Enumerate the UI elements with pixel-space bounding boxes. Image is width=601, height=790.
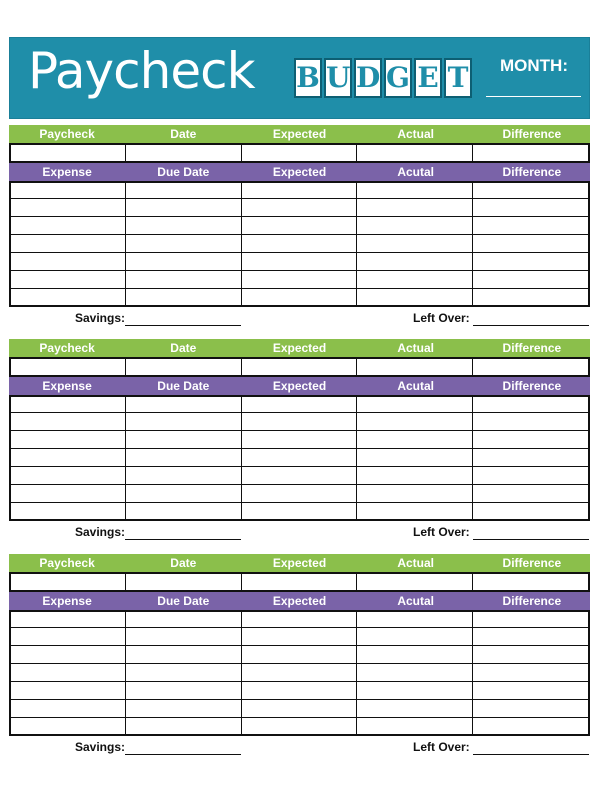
paycheck-header-cell: Expected bbox=[272, 127, 327, 141]
expense-cell[interactable] bbox=[126, 449, 241, 467]
paycheck-entry-cell[interactable] bbox=[126, 145, 241, 163]
expense-cell[interactable] bbox=[126, 628, 241, 646]
savings-input-line[interactable] bbox=[125, 325, 241, 326]
paycheck-entry-row bbox=[9, 572, 590, 592]
expense-cell[interactable] bbox=[473, 718, 588, 736]
paycheck-header-bar bbox=[9, 554, 590, 572]
expense-cell[interactable] bbox=[473, 628, 588, 646]
expense-row bbox=[9, 253, 590, 271]
expense-cell[interactable] bbox=[11, 235, 126, 253]
expense-cell[interactable] bbox=[11, 395, 126, 413]
budget-letter: T bbox=[444, 58, 472, 98]
title-budget bbox=[294, 58, 472, 98]
expense-cell[interactable] bbox=[473, 646, 588, 664]
savings-input-line[interactable] bbox=[125, 539, 241, 540]
expense-cell[interactable] bbox=[11, 646, 126, 664]
expense-cell[interactable] bbox=[357, 628, 472, 646]
expense-cell[interactable] bbox=[473, 289, 588, 307]
paycheck-entry-cell[interactable] bbox=[242, 145, 357, 163]
expense-cell[interactable] bbox=[11, 485, 126, 503]
paycheck-header-cell: Date bbox=[170, 127, 197, 141]
expense-cell[interactable] bbox=[357, 700, 472, 718]
budget-page bbox=[9, 37, 590, 119]
expense-header-cell: Expense bbox=[42, 379, 92, 393]
paycheck-entry-cell[interactable] bbox=[357, 574, 472, 592]
expense-row bbox=[9, 610, 590, 628]
paycheck-header-cell: Date bbox=[170, 556, 197, 570]
expense-cell[interactable] bbox=[357, 181, 472, 199]
expense-cell[interactable] bbox=[11, 718, 126, 736]
expense-cell[interactable] bbox=[357, 253, 472, 271]
expense-cell[interactable] bbox=[473, 485, 588, 503]
expense-cell[interactable] bbox=[11, 628, 126, 646]
expense-header-bar bbox=[9, 592, 590, 610]
expense-header-cell: Due Date bbox=[157, 594, 210, 608]
expense-cell[interactable] bbox=[473, 181, 588, 199]
budget-letter: G bbox=[384, 58, 412, 98]
paycheck-entry-cell[interactable] bbox=[11, 359, 126, 377]
expense-cell[interactable] bbox=[242, 289, 357, 307]
expense-cell[interactable] bbox=[126, 271, 241, 289]
expense-cell[interactable] bbox=[126, 253, 241, 271]
expense-cell[interactable] bbox=[242, 413, 357, 431]
expense-cell[interactable] bbox=[473, 413, 588, 431]
expense-row bbox=[9, 449, 590, 467]
expense-cell[interactable] bbox=[11, 271, 126, 289]
header-banner bbox=[9, 37, 590, 119]
budget-section bbox=[9, 554, 590, 758]
paycheck-entry-cell[interactable] bbox=[357, 145, 472, 163]
expense-cell[interactable] bbox=[126, 646, 241, 664]
expense-header-cell: Due Date bbox=[157, 165, 210, 179]
expense-row bbox=[9, 235, 590, 253]
expense-row bbox=[9, 646, 590, 664]
expense-header-cell: Acutal bbox=[397, 594, 435, 608]
section-footer bbox=[9, 736, 590, 758]
paycheck-entry-cell[interactable] bbox=[11, 574, 126, 592]
expense-cell[interactable] bbox=[242, 253, 357, 271]
expense-cell[interactable] bbox=[126, 610, 241, 628]
paycheck-header-cell: Expected bbox=[272, 341, 327, 355]
leftover-label: Left Over: bbox=[413, 525, 470, 539]
expense-cell[interactable] bbox=[11, 664, 126, 682]
expense-cell[interactable] bbox=[11, 610, 126, 628]
expense-cell[interactable] bbox=[357, 610, 472, 628]
expense-header-bar bbox=[9, 163, 590, 181]
expense-cell[interactable] bbox=[11, 431, 126, 449]
budget-letter: U bbox=[324, 58, 352, 98]
expense-header-cell: Acutal bbox=[397, 165, 435, 179]
expense-cell[interactable] bbox=[11, 682, 126, 700]
paycheck-header-cell: Paycheck bbox=[39, 127, 95, 141]
expense-cell[interactable] bbox=[473, 253, 588, 271]
expense-cell[interactable] bbox=[357, 217, 472, 235]
paycheck-header-cell: Expected bbox=[272, 556, 327, 570]
paycheck-header-cell: Actual bbox=[397, 341, 435, 355]
expense-cell[interactable] bbox=[357, 199, 472, 217]
expense-cell[interactable] bbox=[357, 503, 472, 521]
expense-cell[interactable] bbox=[242, 503, 357, 521]
expense-cell[interactable] bbox=[11, 413, 126, 431]
expense-row bbox=[9, 700, 590, 718]
expense-cell[interactable] bbox=[473, 610, 588, 628]
paycheck-entry-cell[interactable] bbox=[126, 574, 241, 592]
expense-row bbox=[9, 503, 590, 521]
expense-cell[interactable] bbox=[11, 253, 126, 271]
expense-cell[interactable] bbox=[473, 235, 588, 253]
savings-label: Savings: bbox=[75, 740, 126, 754]
paycheck-entry-cell[interactable] bbox=[11, 145, 126, 163]
expense-cell[interactable] bbox=[357, 271, 472, 289]
budget-section bbox=[9, 125, 590, 329]
expense-header-cell: Expense bbox=[42, 594, 92, 608]
expense-cell[interactable] bbox=[126, 431, 241, 449]
expense-header-bar bbox=[9, 377, 590, 395]
expense-cell[interactable] bbox=[126, 485, 241, 503]
expense-cell[interactable] bbox=[126, 503, 241, 521]
savings-label: Savings: bbox=[75, 311, 126, 325]
expense-cell[interactable] bbox=[11, 181, 126, 199]
expense-cell[interactable] bbox=[126, 235, 241, 253]
expense-cell[interactable] bbox=[473, 449, 588, 467]
expense-cell[interactable] bbox=[242, 395, 357, 413]
paycheck-header-cell: Difference bbox=[502, 127, 562, 141]
expense-cell[interactable] bbox=[357, 449, 472, 467]
expense-cell[interactable] bbox=[473, 467, 588, 485]
expense-cell[interactable] bbox=[357, 395, 472, 413]
expense-row bbox=[9, 289, 590, 307]
expense-row bbox=[9, 181, 590, 199]
expense-row bbox=[9, 395, 590, 413]
expense-header-cell: Expense bbox=[42, 165, 92, 179]
expense-cell[interactable] bbox=[473, 682, 588, 700]
expense-cell[interactable] bbox=[126, 718, 241, 736]
expense-cell[interactable] bbox=[126, 289, 241, 307]
paycheck-entry-cell[interactable] bbox=[473, 574, 588, 592]
paycheck-header-cell: Difference bbox=[502, 341, 562, 355]
expense-header-cell: Due Date bbox=[157, 379, 210, 393]
expense-header-cell: Expected bbox=[272, 379, 327, 393]
expense-cell[interactable] bbox=[126, 700, 241, 718]
expense-row bbox=[9, 413, 590, 431]
expense-row bbox=[9, 628, 590, 646]
expense-row bbox=[9, 271, 590, 289]
expense-cell[interactable] bbox=[11, 449, 126, 467]
expense-row bbox=[9, 664, 590, 682]
budget-letter: B bbox=[294, 58, 322, 98]
paycheck-header-cell: Actual bbox=[397, 127, 435, 141]
expense-cell[interactable] bbox=[242, 431, 357, 449]
leftover-label: Left Over: bbox=[413, 311, 470, 325]
expense-cell[interactable] bbox=[11, 700, 126, 718]
savings-input-line[interactable] bbox=[125, 754, 241, 755]
savings-label: Savings: bbox=[75, 525, 126, 539]
expense-cell[interactable] bbox=[357, 431, 472, 449]
expense-cell[interactable] bbox=[473, 271, 588, 289]
expense-cell[interactable] bbox=[357, 235, 472, 253]
expense-cell[interactable] bbox=[126, 199, 241, 217]
paycheck-header-bar bbox=[9, 125, 590, 143]
expense-row bbox=[9, 199, 590, 217]
expense-cell[interactable] bbox=[242, 682, 357, 700]
expense-cell[interactable] bbox=[126, 682, 241, 700]
budget-section bbox=[9, 339, 590, 543]
budget-letter: D bbox=[354, 58, 382, 98]
expense-row bbox=[9, 217, 590, 235]
paycheck-entry-cell[interactable] bbox=[473, 359, 588, 377]
expense-cell[interactable] bbox=[242, 235, 357, 253]
expense-cell[interactable] bbox=[242, 646, 357, 664]
paycheck-header-bar bbox=[9, 339, 590, 357]
expense-cell[interactable] bbox=[126, 664, 241, 682]
expense-cell[interactable] bbox=[473, 395, 588, 413]
expense-cell[interactable] bbox=[242, 485, 357, 503]
expense-header-cell: Acutal bbox=[397, 379, 435, 393]
expense-cell[interactable] bbox=[473, 664, 588, 682]
paycheck-header-cell: Paycheck bbox=[39, 341, 95, 355]
expense-cell[interactable] bbox=[242, 217, 357, 235]
budget-letter: E bbox=[414, 58, 442, 98]
paycheck-entry-cell[interactable] bbox=[126, 359, 241, 377]
expense-cell[interactable] bbox=[357, 718, 472, 736]
paycheck-entry-cell[interactable] bbox=[242, 359, 357, 377]
title-paycheck: Paycheck bbox=[28, 42, 255, 100]
expense-cell[interactable] bbox=[473, 431, 588, 449]
paycheck-header-cell: Actual bbox=[397, 556, 435, 570]
expense-cell[interactable] bbox=[11, 503, 126, 521]
leftover-label: Left Over: bbox=[413, 740, 470, 754]
expense-row bbox=[9, 682, 590, 700]
expense-cell[interactable] bbox=[11, 217, 126, 235]
expense-cell[interactable] bbox=[242, 181, 357, 199]
expense-row bbox=[9, 431, 590, 449]
expense-cell[interactable] bbox=[242, 467, 357, 485]
paycheck-entry-row bbox=[9, 357, 590, 377]
expense-cell[interactable] bbox=[473, 700, 588, 718]
section-footer bbox=[9, 307, 590, 329]
expense-cell[interactable] bbox=[473, 503, 588, 521]
expense-header-cell: Expected bbox=[272, 165, 327, 179]
expense-cell[interactable] bbox=[242, 664, 357, 682]
expense-cell[interactable] bbox=[473, 217, 588, 235]
expense-header-cell: Difference bbox=[502, 165, 562, 179]
section-footer bbox=[9, 521, 590, 543]
leftover-input-line[interactable] bbox=[473, 325, 589, 326]
expense-cell[interactable] bbox=[357, 682, 472, 700]
expense-cell[interactable] bbox=[357, 413, 472, 431]
expense-cell[interactable] bbox=[242, 271, 357, 289]
expense-header-cell: Expected bbox=[272, 594, 327, 608]
expense-cell[interactable] bbox=[11, 467, 126, 485]
expense-cell[interactable] bbox=[126, 181, 241, 199]
expense-cell[interactable] bbox=[473, 199, 588, 217]
expense-cell[interactable] bbox=[357, 289, 472, 307]
expense-header-cell: Difference bbox=[502, 379, 562, 393]
paycheck-header-cell: Difference bbox=[502, 556, 562, 570]
paycheck-entry-cell[interactable] bbox=[473, 145, 588, 163]
expense-cell[interactable] bbox=[242, 718, 357, 736]
paycheck-entry-cell[interactable] bbox=[357, 359, 472, 377]
expense-cell[interactable] bbox=[357, 485, 472, 503]
paycheck-header-cell: Paycheck bbox=[39, 556, 95, 570]
expense-cell[interactable] bbox=[126, 395, 241, 413]
paycheck-entry-cell[interactable] bbox=[242, 574, 357, 592]
expense-cell[interactable] bbox=[126, 413, 241, 431]
expense-cell[interactable] bbox=[357, 664, 472, 682]
expense-cell[interactable] bbox=[242, 449, 357, 467]
month-label: MONTH: bbox=[500, 56, 568, 75]
expense-cell[interactable] bbox=[357, 467, 472, 485]
expense-cell[interactable] bbox=[242, 199, 357, 217]
expense-row bbox=[9, 485, 590, 503]
expense-cell[interactable] bbox=[242, 700, 357, 718]
expense-row bbox=[9, 467, 590, 485]
leftover-input-line[interactable] bbox=[473, 539, 589, 540]
paycheck-entry-row bbox=[9, 143, 590, 163]
expense-header-cell: Difference bbox=[502, 594, 562, 608]
expense-cell[interactable] bbox=[242, 610, 357, 628]
expense-cell[interactable] bbox=[11, 289, 126, 307]
paycheck-header-cell: Date bbox=[170, 341, 197, 355]
expense-cell[interactable] bbox=[126, 217, 241, 235]
expense-cell[interactable] bbox=[357, 646, 472, 664]
leftover-input-line[interactable] bbox=[473, 754, 589, 755]
expense-cell[interactable] bbox=[242, 628, 357, 646]
expense-row bbox=[9, 718, 590, 736]
expense-cell[interactable] bbox=[126, 467, 241, 485]
expense-cell[interactable] bbox=[11, 199, 126, 217]
month-input-line[interactable] bbox=[486, 96, 581, 97]
